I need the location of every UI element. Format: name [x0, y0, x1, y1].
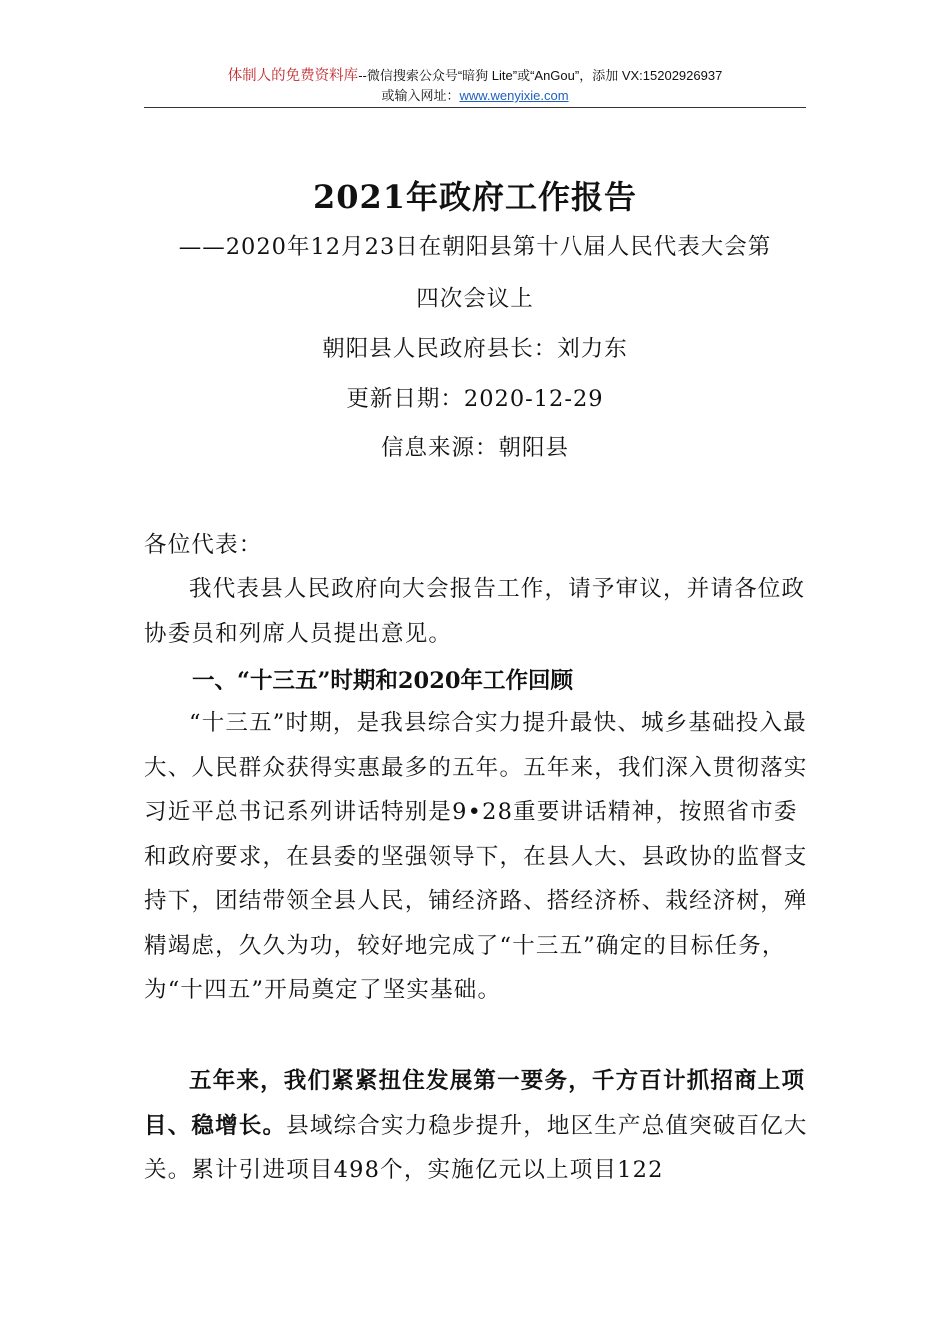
- header-line-2: [144, 86, 806, 106]
- paragraph-2-body: 县域综合实力稳步提升，地区生产总值突破百亿大关。累计引进项目498个，实施亿元以上项目122: [144, 1112, 808, 1183]
- header-line-1: [144, 66, 806, 86]
- brand-text: 体制人的免费资料库: [227, 68, 359, 84]
- subtitle-line-2: 四次会议上: [416, 286, 534, 312]
- url-label: 或输入网址：: [381, 88, 460, 103]
- document-title: 2021年政府工作报告: [312, 178, 638, 216]
- paragraph-2-lead: 五年来，我们紧紧扭住发展第一要务，千方百计抓招商上项目、稳增长。: [144, 1068, 806, 1139]
- subtitle-line-1: ——2020年12月23日在朝阳县第十八届人民代表大会第: [178, 234, 772, 260]
- paragraph-1: “十三五”时期，是我县综合实力提升最快、城乡基础投入最大、人民群众获得实惠最多的五年。五年来，我们深入贯彻落实习近平总书记系列讲话特别是9•28重要讲话精神，按照省市委和政府要求，在县委的坚强领导下，在县人大、县政协的监督支持下，团结带领全县人民，铺经济路、搭经济桥、栽经济树，殚精竭虑，久久为功，较好地完成了“十三五”确定的目标任务，为“十四五”开局奠定了坚实基础。: [144, 710, 808, 1003]
- website-link[interactable]: www.wenyixie.com: [459, 88, 569, 103]
- author-line: 朝阳县人民政府县长：刘力东: [322, 336, 628, 362]
- salutation: 各位代表：: [144, 532, 263, 558]
- paragraph-2: [144, 1059, 808, 1193]
- intro-paragraph: 我代表县人民政府向大会报告工作，请予审议，并请各位政协委员和列席人员提出意见。: [144, 576, 806, 647]
- header-tagline: --微信搜索公众号“暗狗 Lite”或“AnGou”，添加 VX:15202926937: [358, 68, 723, 83]
- source-line: 信息来源：朝阳县: [380, 435, 569, 461]
- page-header: [144, 66, 806, 106]
- update-date: 更新日期：2020-12-29: [346, 386, 604, 412]
- header-divider: [144, 107, 806, 108]
- section-heading: 一、“十三五”时期和2020年工作回顾: [192, 668, 574, 694]
